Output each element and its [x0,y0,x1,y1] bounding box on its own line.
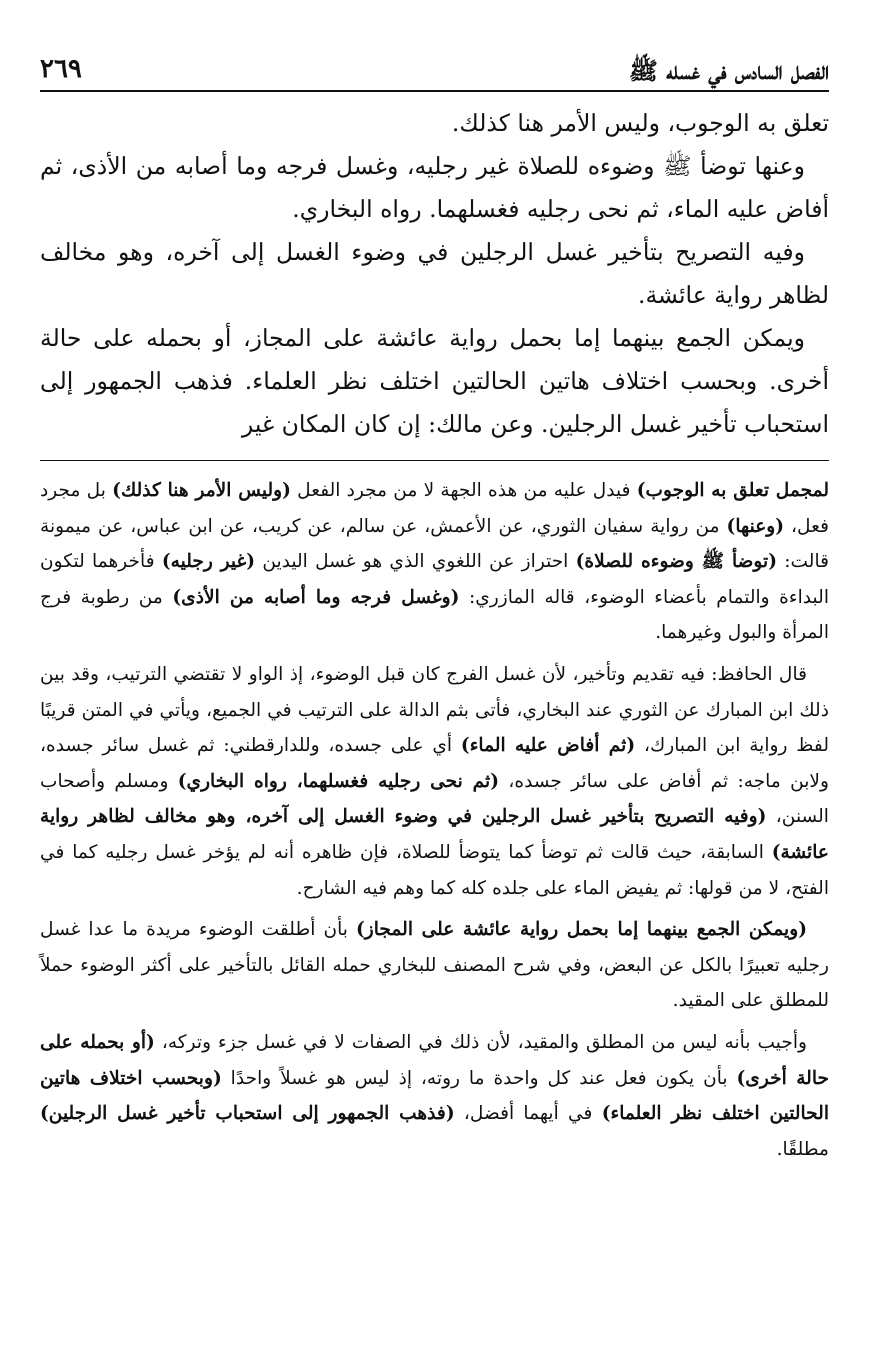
quoted-matn: (فذهب الجمهور إلى استحباب تأخير غسل الرجلين) [40,1103,455,1125]
chapter-title: الفصل السادس في غسله ﷺ [628,56,829,85]
commentary-text: مطلقًا. [776,1138,829,1160]
quoted-matn: (ثم نحى رجليه فغسلهما، رواه البخاري) [177,770,500,792]
quoted-matn: (وغسل فرجه وما أصابه من الأذى) [172,586,460,608]
quoted-matn: لمجمل تعلق به الوجوب) [636,480,829,501]
main-paragraph: تعلق به الوجوب، وليس الأمر هنا كذلك. [451,109,829,137]
note-paragraph [40,657,829,906]
commentary-text: احتراز عن اللغوي الذي هو غسل اليدين [255,551,576,573]
quoted-matn: (أو بحمله على حالة أخرى) [40,1031,829,1089]
quoted-matn: (وليس الأمر هنا كذلك) [112,480,291,501]
quoted-matn: (ثم أفاض عليه الماء) [460,735,636,757]
commentary-text: في أيهما أفضل، [454,1103,602,1125]
commentary-text: بأن أطلقت الوضوء مريدة ما عدا غسل رجليه تعبيرًا بالكل عن البعض، وفي شرح المصنف للبخاري حمله القائل بالتأخير على أكثر الوضوء حملاً للمطلق على المقيد. [40,919,829,1012]
commentary-text: من رطوبة فرج المرأة والبول وغيرهما. [40,586,829,644]
quoted-matn: (وبحسب اختلاف هاتين الحالتين اختلف نظر العلماء) [40,1067,829,1125]
quoted-matn: (وفيه التصريح بتأخير غسل الرجلين في وضوء الغسل إلى آخره، وهو مخالف لظاهر رواية عائشة) [40,806,829,863]
commentary-text: أي على جسده، وللدارقطني: ثم غسل سائر جسده، ولابن ماجه: ثم أفاض على سائر جسده، [40,735,829,792]
main-paragraph: ويمكن الجمع بينهما إما بحمل رواية عائشة على المجاز، أو بحمله على حالة أخرى. وبحسب اختلاف هاتين الحالتين اختلف نظر العلماء. فذهب الجمهور إلى استحباب تأخير غسل الرجلين. وعن مالك: إن كان المكان غير [40,324,829,438]
commentary-text: قال الحافظ: فيه تقديم وتأخير، لأن غسل الفرج كان قبل الوضوء، إذ الواو لا تقتضي الترتيب، وقد بين ذلك ابن المبارك عن الثوري عند البخاري، فأتى بثم الدالة على الترتيب في الجميع، ويأتي في المتن قريبًا لفظ رواية ابن المبارك، [40,663,830,757]
commentary-text: السابقة، حيث قالت ثم توضأ كما يتوضأ للصلاة، فإن ظاهره أنه لم يؤخر غسل رجليه كما في الفتح، لا من قولها: ثم يفيض الماء على جلده كله كما وهم فيه الشارح. [40,841,829,899]
page-number: ٢٦٩ [40,54,82,84]
note-paragraph [40,1025,829,1167]
main-paragraph: وفيه التصريح بتأخير غسل الرجلين في وضوء الغسل إلى آخره، وهو مخالف لظاهر رواية عائشة. [40,238,829,309]
note-paragraph [40,912,829,1019]
commentary-text: بأن يكون فعل عند كل واحدة ما روته، إذ ليس هو غسلاً واحدًا [221,1067,737,1089]
note-paragraph [40,473,829,651]
running-header [40,48,829,84]
commentary-text: وأجيب بأنه ليس من المطلق والمقيد، لأن ذلك في الصفات لا في غسل جزء وتركه، [154,1031,807,1053]
commentary-text: فيدل عليه من هذه الجهة لا من مجرد الفعل [290,480,637,501]
main-text [40,102,829,446]
commentary-text: فأخرهما لتكون البداءة والتمام بأعضاء الوضوء، قاله المازري: [40,551,830,608]
commentary-text: بل مجرد فعل، [40,480,829,537]
quoted-matn: (وعنها) [726,515,785,537]
quoted-matn: (غير رجليه) [161,551,256,573]
commentary-text: ومسلم وأصحاب السنن، [40,770,829,828]
footnote-separator [40,460,829,461]
quoted-matn: (توضأ ﷺ وضوءه للصلاة) [575,551,777,573]
main-paragraph: وعنها توضأ ﷺ وضوءه للصلاة غير رجليه، وغسل فرجه وما أصابه من الأذى، ثم أفاض عليه الماء، ثم نحى رجليه فغسلهما. رواه البخاري. [40,152,829,223]
quoted-matn: (ويمكن الجمع بينهما إما بحمل رواية عائشة على المجاز) [355,919,807,941]
commentary-notes [40,473,829,1167]
commentary-text: من رواية سفيان الثوري، عن الأعمش، عن سالم، عن كريب، عن ابن عباس، عن ميمونة قالت: [40,515,829,573]
